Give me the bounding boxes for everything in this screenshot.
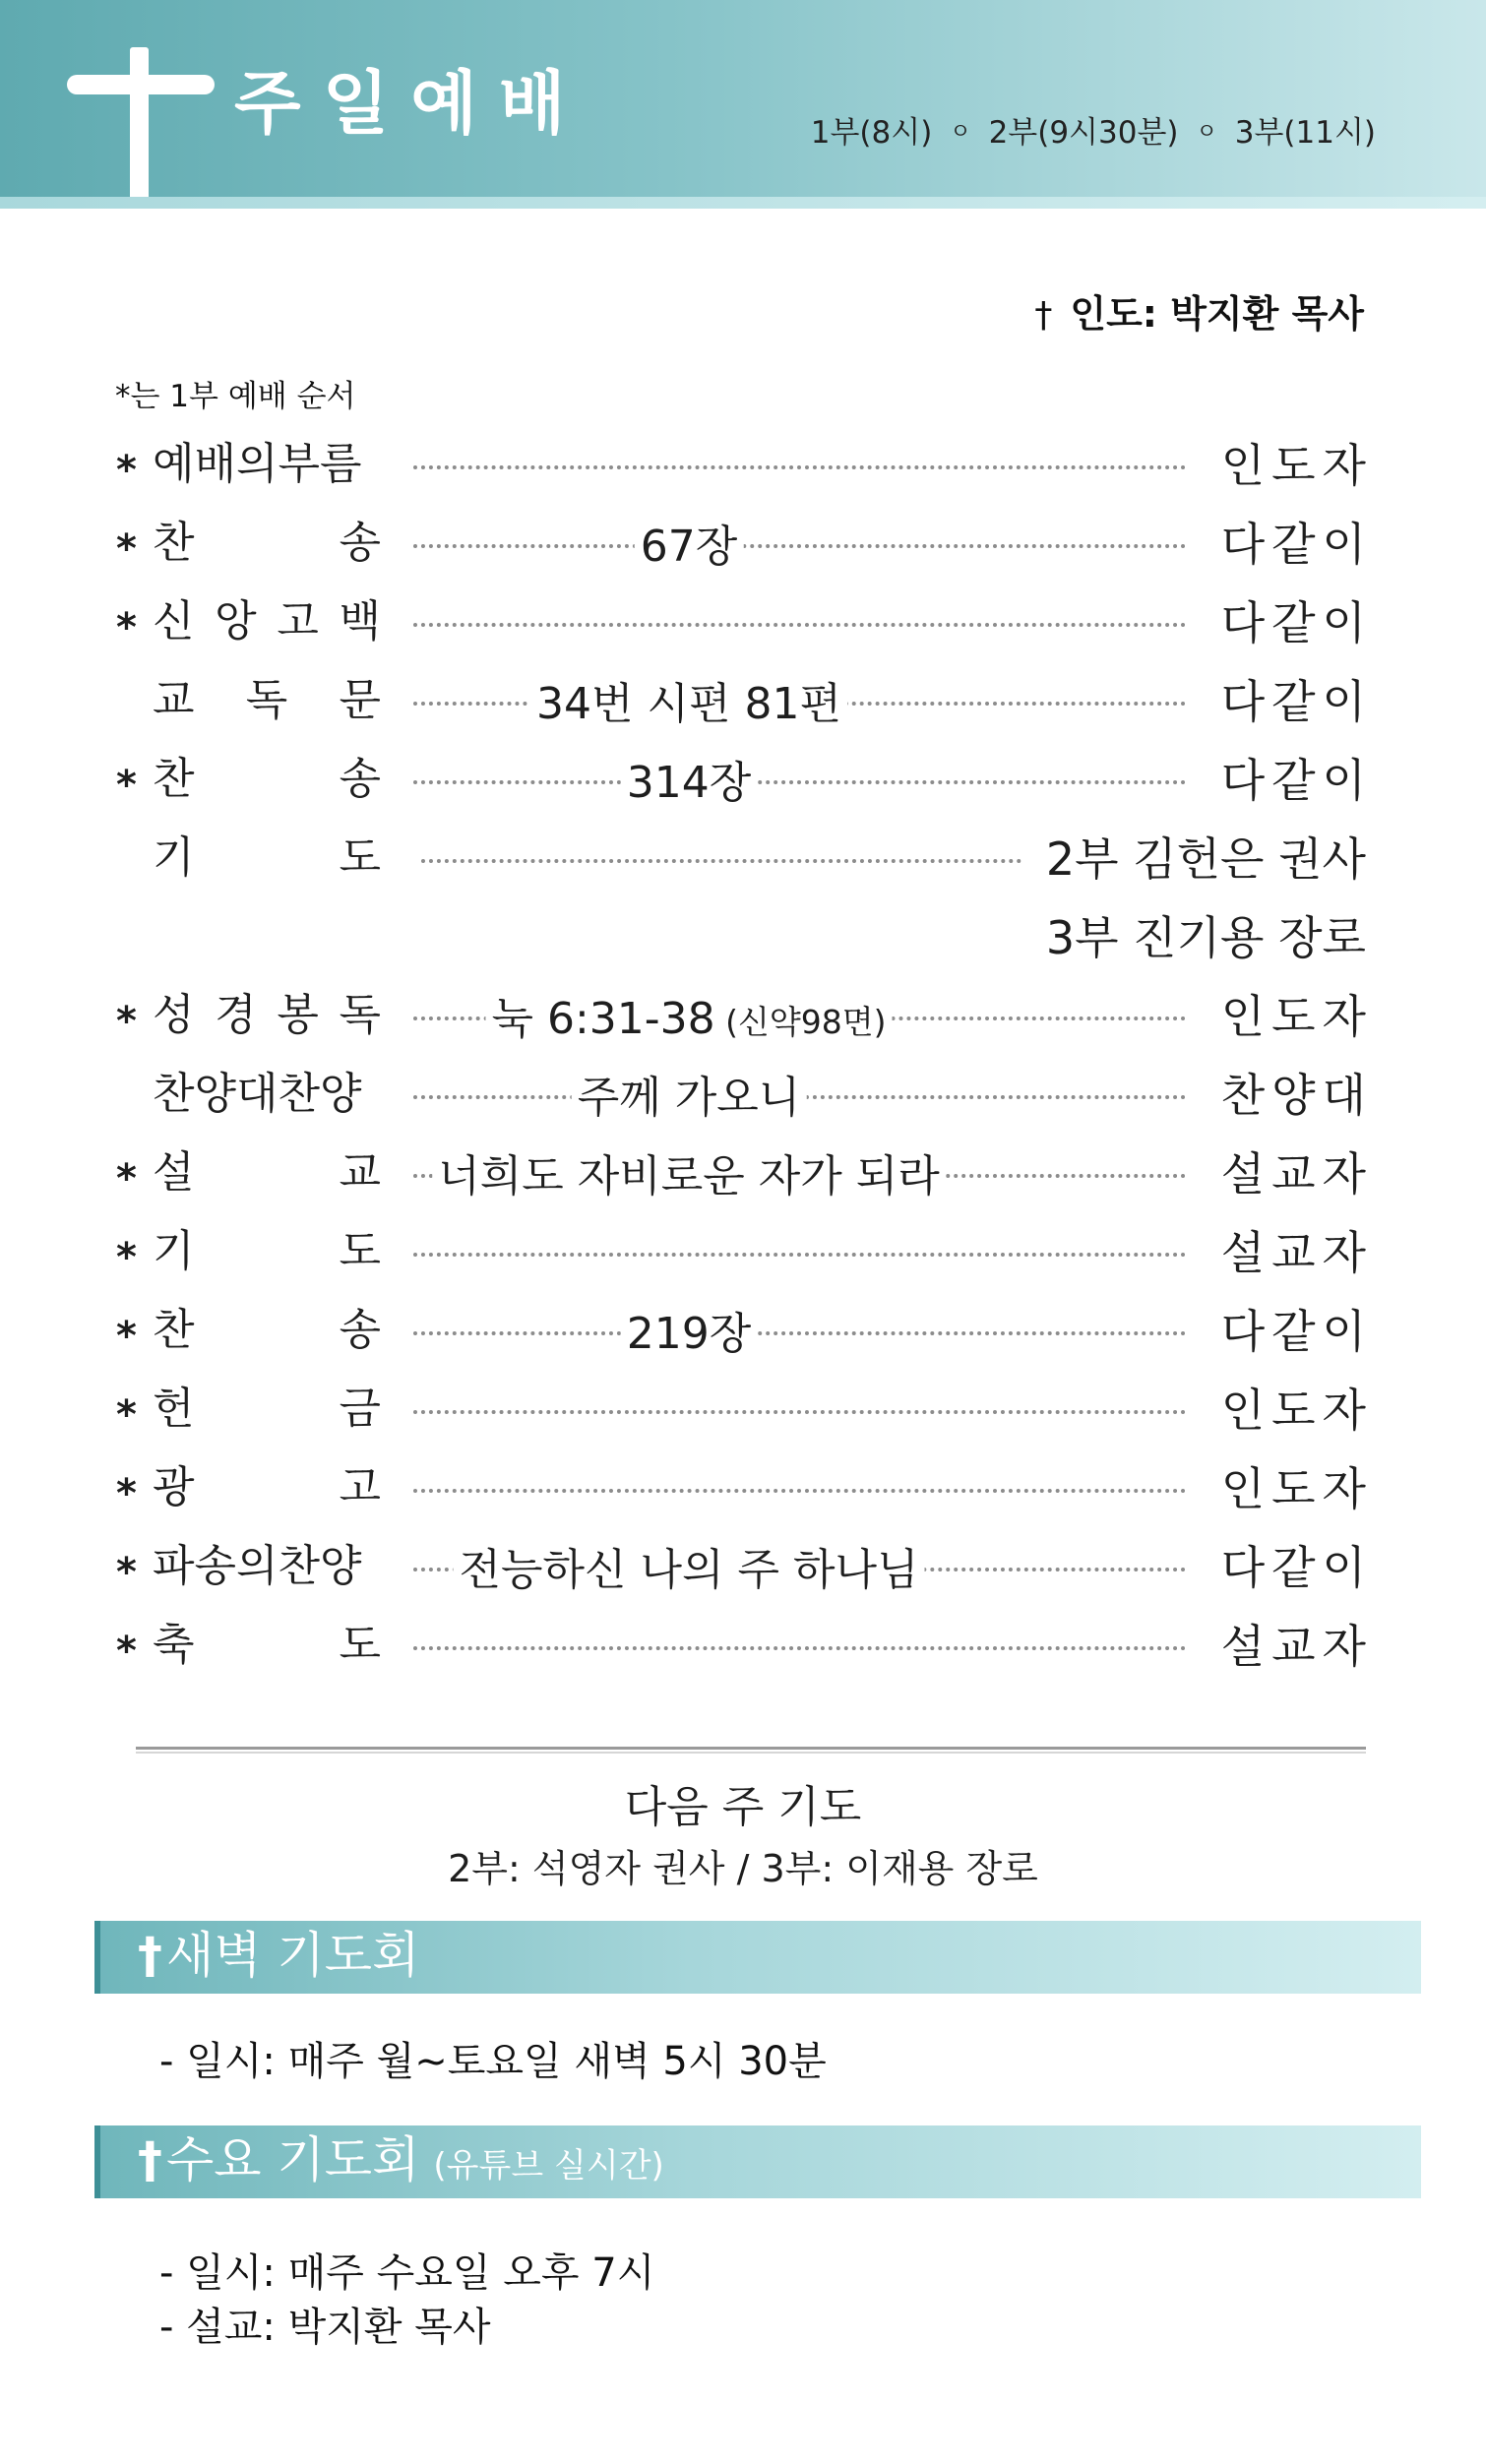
order-role: 3부 진기용 장로 [1045,911,1366,964]
order-row [108,1535,1373,1595]
order-role: 다같이 [1220,1541,1373,1594]
wednesday-prayer-time: - 일시: 매주 수요일 오후 7시 [159,2250,655,2296]
wednesday-prayer-bar [94,2125,1421,2198]
order-row [108,827,1366,886]
order-content-text: 314장 [626,758,752,808]
service-time-1: 1부(8시) [810,115,933,151]
wednesday-prayer-preacher: - 설교: 박지환 목사 [159,2305,491,2350]
order-row [108,590,1373,650]
order-row [108,1456,1373,1516]
dot-leader [413,1646,1186,1650]
order-label-char: 헌 [153,1384,195,1434]
order-content-text: 34번 시편 81편 [536,679,841,729]
order-content-text: 너희도 자비로운 자가 되라 [438,1151,940,1201]
cross-icon [67,47,215,210]
separator-icon: ㅇ [1196,120,1217,145]
dot-leader [413,465,1186,469]
order-content [572,1073,807,1123]
order-label-char: 독 [339,990,381,1040]
order-role: 인도자 [1220,1462,1373,1515]
order-label [153,1226,381,1276]
wednesday-prayer-title-text: 수요 기도회 [166,2131,420,2188]
dawn-prayer-title-text: 새벽 기도회 [166,1927,420,1984]
order-row [108,1378,1373,1438]
wednesday-prayer-subtitle: (유튜브 실시간) [433,2146,664,2186]
order-label [153,1147,381,1198]
service-times [810,115,1376,151]
order-star: * [116,1550,137,1595]
order-role: 다같이 [1220,675,1373,728]
order-label-char: 찬 [153,518,195,568]
order-role: 설교자 [1220,1147,1373,1201]
order-row [108,1063,1373,1123]
order-role: 찬양대 [1220,1069,1373,1122]
order-role: 다같이 [1220,596,1373,649]
order-content-text: 67장 [640,522,738,572]
order-label-char: 도 [339,1226,381,1276]
order-note: *는 1부 예배 순서 [115,379,356,414]
order-label-char: 축 [153,1620,195,1670]
order-row [108,984,1373,1044]
order-label [153,1462,381,1512]
order-role: 설교자 [1220,1226,1373,1279]
next-week-title: 다음 주 기도 [624,1782,862,1832]
order-star: * [116,999,137,1044]
order-content-text: 주께 가오니 [577,1073,801,1123]
dawn-prayer-bar [94,1921,1421,1994]
order-content [621,1309,758,1359]
order-label-char: 성 [153,990,195,1040]
order-label-char: 송 [339,518,381,568]
dot-leader [421,859,1022,863]
order-role: 설교자 [1220,1620,1373,1673]
order-label-char: 기 [153,1226,195,1276]
order-label [153,990,381,1040]
service-time-3: 3부(11시) [1234,115,1376,151]
order-star: * [116,1156,137,1201]
order-label [153,832,381,883]
order-label-char: 독 [245,675,288,725]
dot-leader [413,1489,1186,1493]
order-content [530,679,847,729]
order-content [485,994,892,1044]
order-label [153,1384,381,1434]
order-star: * [116,1235,137,1280]
leader-line [1034,292,1364,336]
order-row [108,669,1373,729]
separator-icon: ㅇ [950,120,971,145]
order-row [108,433,1373,493]
leader-text: 인도: 박지환 목사 [1070,292,1364,336]
order-content [635,522,744,572]
order-label [153,518,381,568]
order-row [108,1614,1373,1674]
dot-leader [413,623,1186,627]
order-label-char: 광 [153,1462,195,1512]
order-role: 인도자 [1220,990,1373,1043]
order-label [153,1620,381,1670]
order-label-char: 신 [153,596,195,647]
order-row [108,1299,1373,1359]
order-content [621,758,758,808]
order-label-char: 고 [277,596,319,647]
order-label-char: 교 [339,1147,381,1198]
order-star: * [116,1629,137,1674]
order-label [153,596,381,647]
order-label-char: 앙 [215,596,257,647]
order-role: 다같이 [1220,1305,1373,1358]
dot-leader [413,1253,1186,1257]
order-label-char: 도 [339,832,381,883]
header-banner [0,0,1486,197]
order-label-char: 설 [153,1147,195,1198]
wednesday-prayer-title [138,2131,664,2188]
order-star: * [116,526,137,572]
order-role: 2부 김헌은 권사 [1045,832,1366,886]
order-label: 예배의부름 [153,439,362,489]
order-label-char: 고 [339,1462,381,1512]
header-strip [0,197,1486,209]
order-star: * [116,448,137,493]
order-content-text: 219장 [626,1309,752,1359]
order-label-char: 기 [153,832,195,883]
order-row [108,1220,1373,1280]
order-star: * [116,1471,137,1516]
order-role: 다같이 [1220,754,1373,807]
next-week-body: 2부: 석영자 권사 / 3부: 이재용 장로 [448,1847,1038,1890]
order-label-char: 찬 [153,754,195,804]
order-label: 파송의찬양 [153,1541,362,1591]
dot-leader [413,1331,1186,1335]
dot-leader [413,1410,1186,1414]
order-label-char: 교 [153,675,195,725]
order-star: * [116,605,137,650]
order-role: 인도자 [1220,1384,1373,1437]
order-content-text: 전능하신 나의 주 하나님 [459,1545,919,1595]
order-content [432,1151,946,1201]
dawn-prayer-time: - 일시: 매주 월~토요일 새벽 5시 30분 [159,2039,827,2084]
order-label-char: 백 [339,596,381,647]
dagger-icon: † [1034,295,1053,336]
order-label-char: 경 [215,990,257,1040]
order-star: * [116,763,137,808]
order-row [108,1141,1373,1201]
order-role: 다같이 [1220,518,1373,571]
order-label [153,1305,381,1355]
page-title: 주일예배 [234,63,588,144]
dagger-icon: † [138,1927,162,1984]
order-label [153,675,381,725]
order-star: * [116,1314,137,1359]
service-time-2: 2부(9시30분) [988,115,1179,151]
dagger-icon: † [138,2131,162,2188]
dot-leader [413,544,1186,548]
order-content [454,1545,925,1595]
order-row [108,512,1373,572]
order-label-char: 송 [339,754,381,804]
order-label-char: 봉 [277,990,319,1040]
order-label: 찬양대찬양 [153,1069,362,1119]
order-label-char: 문 [339,675,381,725]
order-label-char: 송 [339,1305,381,1355]
order-row [108,748,1373,808]
order-star: * [116,1392,137,1438]
order-content-text: 눅 6:31-38 [491,994,715,1044]
order-role: 인도자 [1220,439,1373,492]
order-label-char: 금 [339,1384,381,1434]
dot-leader [413,780,1186,784]
order-row-continued [108,905,1366,964]
order-label-char: 찬 [153,1305,195,1355]
divider [136,1747,1366,1754]
dawn-prayer-title [138,1927,420,1984]
order-content-note: (신약98면) [714,1003,887,1041]
order-label-char: 도 [339,1620,381,1670]
order-label [153,754,381,804]
